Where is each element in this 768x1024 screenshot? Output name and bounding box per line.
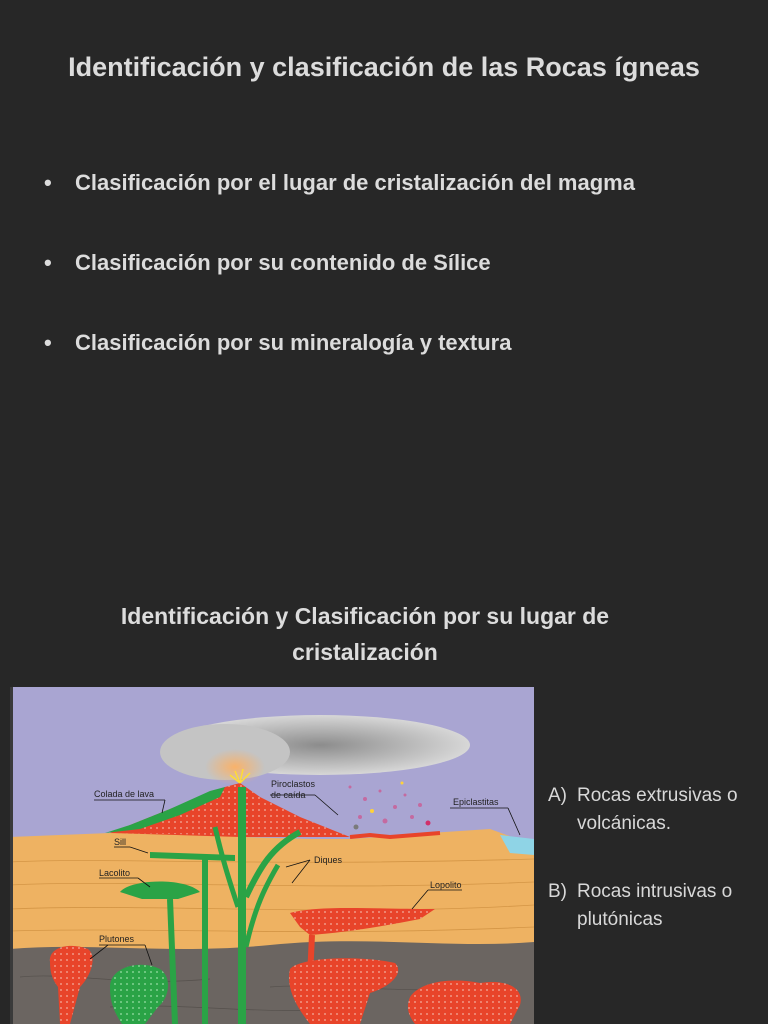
list-item: [548, 782, 758, 838]
list-text: Rocas extrusivas o volcánicas.: [577, 785, 738, 834]
label-epiclastitas: Epiclastitas: [453, 797, 499, 807]
bullet-item: [44, 160, 635, 240]
bullet-icon: •: [44, 330, 52, 355]
bullet-icon: •: [44, 170, 52, 195]
title-line-2: cristalización: [292, 639, 438, 665]
bullet-item: [44, 240, 635, 320]
bullet-icon: •: [44, 250, 52, 275]
classification-list: [548, 782, 758, 974]
list-item: [548, 878, 758, 934]
label-piroclastos-2: de caída: [271, 790, 306, 800]
igneous-rocks-diagram: [10, 687, 534, 1024]
title-line-1: Identificación y Clasificación por su lugar de: [120, 603, 610, 629]
bullet-text: Clasificación por su contenido de Sílice: [75, 250, 491, 275]
label-colada: Colada de lava: [94, 789, 155, 799]
list-marker: B): [548, 881, 567, 902]
label-sill: Sill: [114, 837, 127, 847]
slide-2: [0, 512, 768, 1024]
bullet-text: Clasificación por el lugar de cristalización del magma: [75, 170, 635, 195]
slide-title: Identificación y clasificación de las Rocas ígneas: [68, 52, 700, 82]
label-diques: Diques: [314, 855, 343, 865]
list-marker: A): [548, 785, 567, 806]
label-piroclastos-1: Piroclastos: [271, 779, 316, 789]
slide-title: [60, 598, 670, 670]
label-lopolito: Lopolito: [430, 880, 462, 890]
list-text: Rocas intrusivas o plutónicas: [577, 881, 733, 930]
bullet-item: [44, 320, 635, 400]
bullet-text: Clasificación por su mineralogía y textura: [75, 330, 512, 355]
label-plutones: Plutones: [99, 934, 135, 944]
bullet-list: [44, 160, 635, 400]
label-lacolito: Lacolito: [99, 868, 131, 878]
